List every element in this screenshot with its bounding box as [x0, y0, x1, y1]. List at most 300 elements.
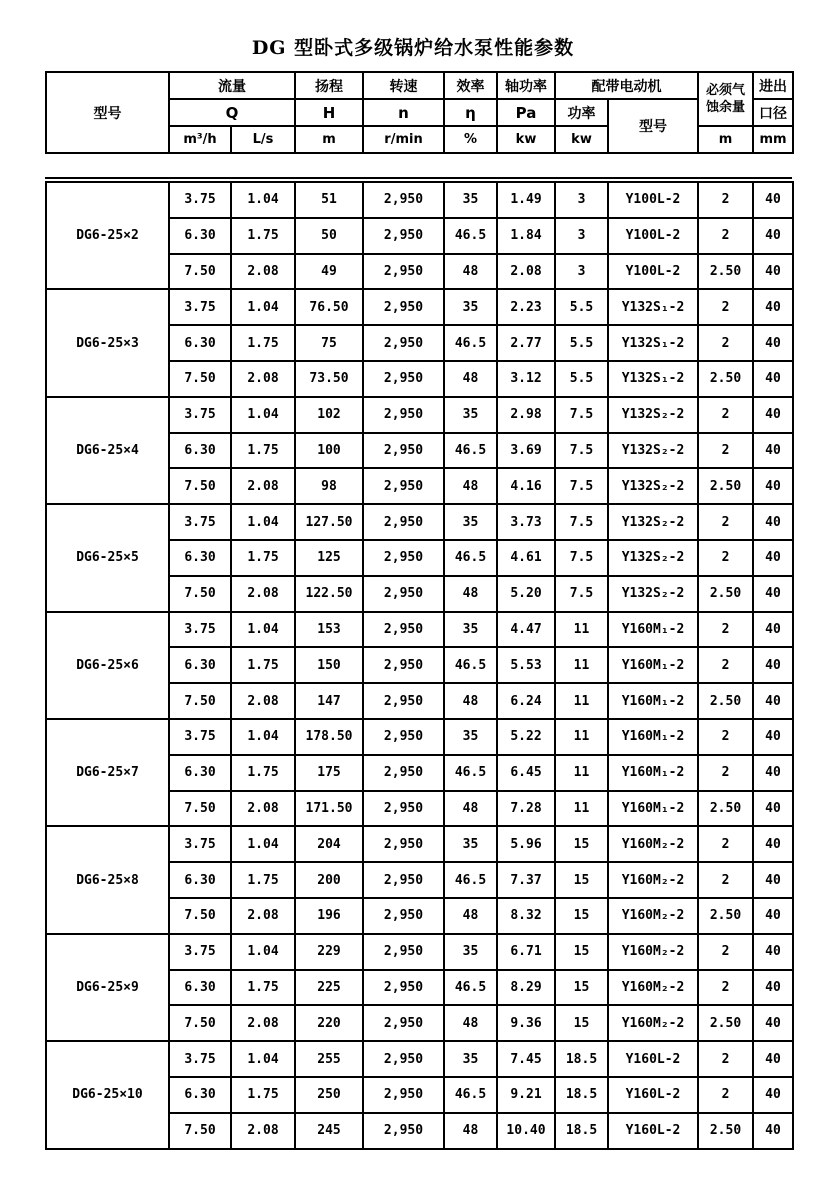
- value-cell: 40: [753, 218, 793, 254]
- value-cell: 6.30: [169, 218, 231, 254]
- value-cell: 2.08: [231, 576, 295, 612]
- header-cell-head-symbol: H: [295, 99, 363, 126]
- value-cell: 35: [444, 397, 497, 433]
- value-cell: Y160M₂-2: [608, 970, 698, 1006]
- value-cell: 175: [295, 755, 363, 791]
- value-cell: 46.5: [444, 540, 497, 576]
- value-cell: 35: [444, 289, 497, 325]
- value-cell: 46.5: [444, 218, 497, 254]
- value-cell: 2,950: [363, 540, 444, 576]
- value-cell: 178.50: [295, 719, 363, 755]
- value-cell: 8.32: [497, 898, 555, 934]
- value-cell: 3.12: [497, 361, 555, 397]
- value-cell: Y100L-2: [608, 254, 698, 290]
- value-cell: 6.30: [169, 970, 231, 1006]
- value-cell: 15: [555, 898, 608, 934]
- value-cell: 11: [555, 755, 608, 791]
- value-cell: 7.50: [169, 576, 231, 612]
- header-cell-flow-symbol: Q: [169, 99, 295, 126]
- value-cell: 2,950: [363, 862, 444, 898]
- header-cell-shaft-power: 轴功率: [497, 72, 555, 99]
- value-cell: 35: [444, 504, 497, 540]
- value-cell: 4.16: [497, 468, 555, 504]
- value-cell: 2: [698, 218, 753, 254]
- value-cell: 76.50: [295, 289, 363, 325]
- value-cell: 3.73: [497, 504, 555, 540]
- pump-model-cell: DG6-25×7: [46, 719, 169, 826]
- value-cell: 2.23: [497, 289, 555, 325]
- value-cell: 3: [555, 254, 608, 290]
- header-cell-speed: 转速: [363, 72, 444, 99]
- value-cell: 2,950: [363, 433, 444, 469]
- table-row: [46, 289, 793, 325]
- value-cell: 18.5: [555, 1041, 608, 1077]
- value-cell: 2,950: [363, 218, 444, 254]
- value-cell: 2.98: [497, 397, 555, 433]
- table-row: [46, 504, 793, 540]
- value-cell: 2.08: [231, 361, 295, 397]
- value-cell: 46.5: [444, 970, 497, 1006]
- value-cell: 7.37: [497, 862, 555, 898]
- value-cell: 2: [698, 719, 753, 755]
- spec-table-body: [46, 182, 793, 1149]
- value-cell: 6.30: [169, 755, 231, 791]
- value-cell: 6.24: [497, 683, 555, 719]
- value-cell: 48: [444, 254, 497, 290]
- value-cell: 2: [698, 647, 753, 683]
- header-cell-motor-model: 型号: [608, 99, 698, 153]
- header-cell-shaft-power-unit: kw: [497, 126, 555, 153]
- value-cell: Y160L-2: [608, 1113, 698, 1149]
- value-cell: 2: [698, 540, 753, 576]
- value-cell: 2.08: [497, 254, 555, 290]
- value-cell: 196: [295, 898, 363, 934]
- header-cell-motor-power-unit: kw: [555, 126, 608, 153]
- value-cell: 2.50: [698, 361, 753, 397]
- value-cell: 7.50: [169, 361, 231, 397]
- value-cell: 2,950: [363, 970, 444, 1006]
- value-cell: 40: [753, 612, 793, 648]
- value-cell: Y160M₁-2: [608, 791, 698, 827]
- value-cell: 40: [753, 182, 793, 218]
- value-cell: 11: [555, 612, 608, 648]
- value-cell: 6.30: [169, 647, 231, 683]
- value-cell: 2: [698, 826, 753, 862]
- value-cell: 2,950: [363, 791, 444, 827]
- value-cell: 35: [444, 934, 497, 970]
- table-row: [46, 397, 793, 433]
- value-cell: 153: [295, 612, 363, 648]
- value-cell: 1.75: [231, 755, 295, 791]
- value-cell: 2.50: [698, 1113, 753, 1149]
- value-cell: 2,950: [363, 1041, 444, 1077]
- value-cell: 2.50: [698, 683, 753, 719]
- header-cell-head-unit: m: [295, 126, 363, 153]
- value-cell: 255: [295, 1041, 363, 1077]
- value-cell: 11: [555, 791, 608, 827]
- value-cell: 6.30: [169, 1077, 231, 1113]
- header-cell-pump-model: 型号: [46, 72, 169, 153]
- value-cell: 3.75: [169, 289, 231, 325]
- value-cell: 9.36: [497, 1005, 555, 1041]
- value-cell: 40: [753, 898, 793, 934]
- value-cell: 3.69: [497, 433, 555, 469]
- value-cell: 2.50: [698, 898, 753, 934]
- value-cell: 5.5: [555, 289, 608, 325]
- value-cell: 3.75: [169, 182, 231, 218]
- value-cell: 3.75: [169, 1041, 231, 1077]
- value-cell: Y132S₁-2: [608, 289, 698, 325]
- value-cell: 2,950: [363, 361, 444, 397]
- value-cell: 1.49: [497, 182, 555, 218]
- value-cell: 9.21: [497, 1077, 555, 1113]
- table-row: [46, 826, 793, 862]
- pump-model-cell: DG6-25×9: [46, 934, 169, 1041]
- value-cell: 7.50: [169, 468, 231, 504]
- value-cell: 40: [753, 934, 793, 970]
- value-cell: 73.50: [295, 361, 363, 397]
- value-cell: 3.75: [169, 397, 231, 433]
- value-cell: Y132S₂-2: [608, 540, 698, 576]
- value-cell: 3.75: [169, 934, 231, 970]
- value-cell: 2.08: [231, 1113, 295, 1149]
- table-row: [46, 719, 793, 755]
- value-cell: 7.5: [555, 576, 608, 612]
- value-cell: 1.75: [231, 862, 295, 898]
- value-cell: 2: [698, 1077, 753, 1113]
- pump-model-cell: DG6-25×6: [46, 612, 169, 719]
- value-cell: 35: [444, 612, 497, 648]
- value-cell: 40: [753, 254, 793, 290]
- header-row-1: [46, 72, 793, 99]
- header-cell-flow-unit-m3h: m³/h: [169, 126, 231, 153]
- document-page: [0, 33, 826, 1150]
- value-cell: 5.96: [497, 826, 555, 862]
- value-cell: 40: [753, 540, 793, 576]
- value-cell: 2: [698, 934, 753, 970]
- value-cell: 7.50: [169, 791, 231, 827]
- value-cell: Y160M₁-2: [608, 755, 698, 791]
- value-cell: 2: [698, 612, 753, 648]
- spec-data-table: [45, 181, 794, 1150]
- value-cell: 2: [698, 182, 753, 218]
- value-cell: 46.5: [444, 647, 497, 683]
- value-cell: 2,950: [363, 504, 444, 540]
- value-cell: 11: [555, 683, 608, 719]
- value-cell: 51: [295, 182, 363, 218]
- value-cell: 1.75: [231, 433, 295, 469]
- table-row: [46, 182, 793, 218]
- value-cell: 1.04: [231, 719, 295, 755]
- value-cell: 50: [295, 218, 363, 254]
- value-cell: 40: [753, 826, 793, 862]
- value-cell: 100: [295, 433, 363, 469]
- value-cell: 1.04: [231, 182, 295, 218]
- value-cell: Y160M₁-2: [608, 647, 698, 683]
- value-cell: 2: [698, 970, 753, 1006]
- value-cell: 15: [555, 826, 608, 862]
- value-cell: 200: [295, 862, 363, 898]
- value-cell: 40: [753, 1113, 793, 1149]
- value-cell: 2: [698, 755, 753, 791]
- value-cell: 15: [555, 862, 608, 898]
- table-row: [46, 934, 793, 970]
- value-cell: 40: [753, 862, 793, 898]
- header-cell-efficiency-unit: %: [444, 126, 497, 153]
- value-cell: 35: [444, 719, 497, 755]
- value-cell: 5.53: [497, 647, 555, 683]
- value-cell: 2,950: [363, 397, 444, 433]
- value-cell: 2,950: [363, 719, 444, 755]
- value-cell: 7.50: [169, 898, 231, 934]
- value-cell: 48: [444, 683, 497, 719]
- value-cell: 5.5: [555, 325, 608, 361]
- value-cell: 10.40: [497, 1113, 555, 1149]
- spec-header-table: [45, 71, 794, 154]
- value-cell: 2,950: [363, 647, 444, 683]
- value-cell: 102: [295, 397, 363, 433]
- value-cell: 3: [555, 218, 608, 254]
- value-cell: Y100L-2: [608, 182, 698, 218]
- table-row: [46, 1041, 793, 1077]
- value-cell: 1.75: [231, 218, 295, 254]
- value-cell: 2,950: [363, 826, 444, 862]
- value-cell: 6.30: [169, 540, 231, 576]
- value-cell: 2.50: [698, 468, 753, 504]
- value-cell: 46.5: [444, 755, 497, 791]
- value-cell: 171.50: [295, 791, 363, 827]
- value-cell: 229: [295, 934, 363, 970]
- value-cell: 48: [444, 576, 497, 612]
- value-cell: 1.04: [231, 934, 295, 970]
- spec-tables: [45, 71, 792, 1150]
- value-cell: 1.75: [231, 647, 295, 683]
- value-cell: 2.08: [231, 791, 295, 827]
- value-cell: Y132S₂-2: [608, 468, 698, 504]
- header-cell-head: 扬程: [295, 72, 363, 99]
- value-cell: 2,950: [363, 576, 444, 612]
- value-cell: 15: [555, 1005, 608, 1041]
- value-cell: 6.30: [169, 862, 231, 898]
- value-cell: 5.5: [555, 361, 608, 397]
- value-cell: 2: [698, 862, 753, 898]
- value-cell: Y160M₂-2: [608, 862, 698, 898]
- header-cell-flow-unit-ls: L/s: [231, 126, 295, 153]
- header-cell-shaft-power-symbol: Pa: [497, 99, 555, 126]
- header-cell-motor-power: 功率: [555, 99, 608, 126]
- value-cell: 40: [753, 647, 793, 683]
- value-cell: 2,950: [363, 182, 444, 218]
- value-cell: 40: [753, 397, 793, 433]
- value-cell: 35: [444, 1041, 497, 1077]
- value-cell: Y160M₁-2: [608, 719, 698, 755]
- value-cell: 48: [444, 361, 497, 397]
- pump-model-cell: DG6-25×5: [46, 504, 169, 611]
- value-cell: 40: [753, 791, 793, 827]
- value-cell: 40: [753, 361, 793, 397]
- value-cell: 2,950: [363, 755, 444, 791]
- value-cell: 48: [444, 1005, 497, 1041]
- value-cell: 2.08: [231, 1005, 295, 1041]
- value-cell: 2,950: [363, 1077, 444, 1113]
- value-cell: Y160M₁-2: [608, 683, 698, 719]
- value-cell: 2.50: [698, 1005, 753, 1041]
- value-cell: 2.77: [497, 325, 555, 361]
- value-cell: 1.04: [231, 826, 295, 862]
- value-cell: 2: [698, 1041, 753, 1077]
- page-title: DG 型卧式多级锅炉给水泵性能参数: [251, 37, 575, 59]
- value-cell: 40: [753, 289, 793, 325]
- value-cell: 3.75: [169, 612, 231, 648]
- header-cell-flow: 流量: [169, 72, 295, 99]
- header-body-gap: [45, 154, 792, 177]
- header-cell-motor-group: 配带电动机: [555, 72, 698, 99]
- value-cell: 40: [753, 433, 793, 469]
- value-cell: 8.29: [497, 970, 555, 1006]
- npsh-label-line2: 蚀余量: [705, 100, 745, 115]
- value-cell: Y132S₂-2: [608, 433, 698, 469]
- value-cell: 2.08: [231, 468, 295, 504]
- value-cell: 7.5: [555, 433, 608, 469]
- pump-model-cell: DG6-25×4: [46, 397, 169, 504]
- value-cell: 15: [555, 934, 608, 970]
- value-cell: 1.04: [231, 1041, 295, 1077]
- value-cell: 18.5: [555, 1077, 608, 1113]
- header-cell-npsh: [698, 72, 753, 126]
- value-cell: Y160M₂-2: [608, 898, 698, 934]
- value-cell: 7.5: [555, 504, 608, 540]
- value-cell: 2,950: [363, 934, 444, 970]
- value-cell: 35: [444, 826, 497, 862]
- value-cell: 2,950: [363, 1005, 444, 1041]
- pump-model-cell: DG6-25×2: [46, 182, 169, 289]
- value-cell: Y132S₁-2: [608, 361, 698, 397]
- value-cell: 1.04: [231, 612, 295, 648]
- value-cell: 5.22: [497, 719, 555, 755]
- value-cell: 98: [295, 468, 363, 504]
- value-cell: 40: [753, 719, 793, 755]
- value-cell: 40: [753, 970, 793, 1006]
- value-cell: 48: [444, 791, 497, 827]
- value-cell: Y160M₂-2: [608, 826, 698, 862]
- value-cell: 1.04: [231, 397, 295, 433]
- value-cell: 125: [295, 540, 363, 576]
- value-cell: 49: [295, 254, 363, 290]
- value-cell: 1.04: [231, 504, 295, 540]
- value-cell: 250: [295, 1077, 363, 1113]
- value-cell: 2: [698, 289, 753, 325]
- value-cell: 1.75: [231, 325, 295, 361]
- header-cell-speed-symbol: n: [363, 99, 444, 126]
- value-cell: 2.08: [231, 254, 295, 290]
- value-cell: Y132S₂-2: [608, 576, 698, 612]
- value-cell: 40: [753, 325, 793, 361]
- pump-model-cell: DG6-25×3: [46, 289, 169, 396]
- value-cell: 7.5: [555, 468, 608, 504]
- value-cell: 220: [295, 1005, 363, 1041]
- value-cell: 4.47: [497, 612, 555, 648]
- value-cell: 2: [698, 433, 753, 469]
- value-cell: 46.5: [444, 1077, 497, 1113]
- value-cell: 40: [753, 1077, 793, 1113]
- value-cell: 2: [698, 397, 753, 433]
- value-cell: 245: [295, 1113, 363, 1149]
- value-cell: Y160M₂-2: [608, 1005, 698, 1041]
- value-cell: 46.5: [444, 862, 497, 898]
- value-cell: 2,950: [363, 289, 444, 325]
- value-cell: 4.61: [497, 540, 555, 576]
- value-cell: 3.75: [169, 504, 231, 540]
- header-cell-port-unit: mm: [753, 126, 793, 153]
- value-cell: 204: [295, 826, 363, 862]
- value-cell: 11: [555, 647, 608, 683]
- value-cell: Y100L-2: [608, 218, 698, 254]
- value-cell: 147: [295, 683, 363, 719]
- value-cell: 127.50: [295, 504, 363, 540]
- value-cell: 2,950: [363, 1113, 444, 1149]
- value-cell: 7.50: [169, 683, 231, 719]
- value-cell: 1.75: [231, 540, 295, 576]
- value-cell: 48: [444, 468, 497, 504]
- value-cell: 48: [444, 1113, 497, 1149]
- pump-model-cell: DG6-25×10: [46, 1041, 169, 1148]
- value-cell: 1.75: [231, 1077, 295, 1113]
- value-cell: Y160M₁-2: [608, 612, 698, 648]
- value-cell: Y132S₁-2: [608, 325, 698, 361]
- header-cell-efficiency-symbol: η: [444, 99, 497, 126]
- value-cell: 1.04: [231, 289, 295, 325]
- value-cell: 3: [555, 182, 608, 218]
- value-cell: 6.30: [169, 433, 231, 469]
- value-cell: 7.50: [169, 1005, 231, 1041]
- value-cell: 6.30: [169, 325, 231, 361]
- value-cell: 2,950: [363, 683, 444, 719]
- value-cell: 2,950: [363, 468, 444, 504]
- header-cell-npsh-unit: m: [698, 126, 753, 153]
- value-cell: 2,950: [363, 254, 444, 290]
- value-cell: 40: [753, 1005, 793, 1041]
- header-cell-efficiency: 效率: [444, 72, 497, 99]
- value-cell: 2.08: [231, 898, 295, 934]
- value-cell: 7.50: [169, 254, 231, 290]
- value-cell: 2.08: [231, 683, 295, 719]
- value-cell: 3.75: [169, 719, 231, 755]
- value-cell: 150: [295, 647, 363, 683]
- value-cell: 1.75: [231, 970, 295, 1006]
- value-cell: 2,950: [363, 612, 444, 648]
- value-cell: Y160M₂-2: [608, 934, 698, 970]
- value-cell: 2: [698, 325, 753, 361]
- value-cell: Y160L-2: [608, 1041, 698, 1077]
- header-cell-speed-unit: r/min: [363, 126, 444, 153]
- value-cell: 40: [753, 468, 793, 504]
- value-cell: 1.84: [497, 218, 555, 254]
- value-cell: Y160L-2: [608, 1077, 698, 1113]
- value-cell: 40: [753, 576, 793, 612]
- pump-model-cell: DG6-25×8: [46, 826, 169, 933]
- value-cell: 2,950: [363, 898, 444, 934]
- value-cell: 6.45: [497, 755, 555, 791]
- value-cell: Y132S₂-2: [608, 397, 698, 433]
- npsh-label-line1: 必须气: [705, 83, 745, 98]
- value-cell: 18.5: [555, 1113, 608, 1149]
- value-cell: 46.5: [444, 325, 497, 361]
- value-cell: 225: [295, 970, 363, 1006]
- value-cell: 11: [555, 719, 608, 755]
- value-cell: 75: [295, 325, 363, 361]
- value-cell: Y132S₂-2: [608, 504, 698, 540]
- value-cell: 2.50: [698, 254, 753, 290]
